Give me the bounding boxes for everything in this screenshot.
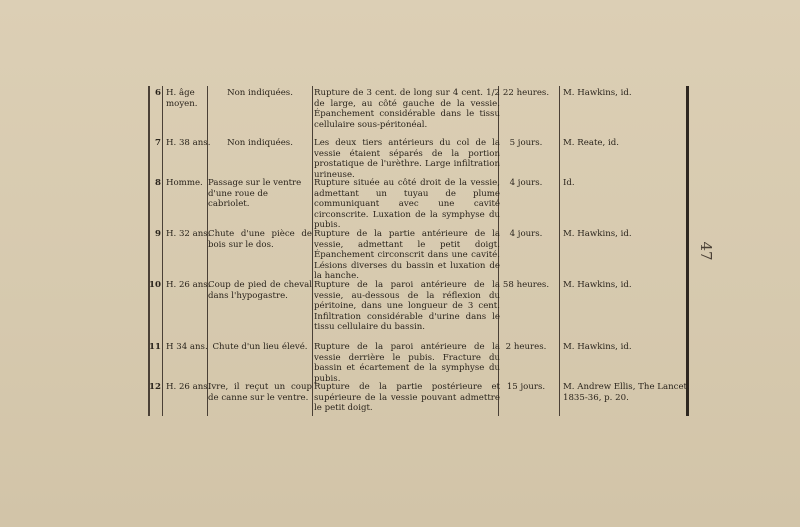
duration: 58 heures. [502, 280, 550, 290]
lesions: Rupture de 3 cent. de long sur 4 cent. 1/2 de large, au côté gauche de la vessie. Épanchement considérable dans le tissu cellulaire sous-péritonéal. [314, 88, 500, 130]
duration: 4 jours. [509, 229, 543, 239]
lesions: Rupture de la partie postérieure et supérieure de la vessie pouvant admettre le petit doigt. [314, 382, 500, 414]
cause: Chute d'une pièce de bois sur le dos. [208, 229, 312, 250]
patient: Homme. [166, 178, 203, 188]
page-number: 47 [697, 241, 715, 261]
patient: H. 32 ans. [166, 229, 211, 239]
cause: Non indiquées. [227, 138, 293, 148]
case-number: 10 [149, 280, 161, 290]
case-number: 7 [155, 138, 161, 148]
duration: 22 heures. [502, 88, 550, 98]
source: M. Hawkins, id. [563, 280, 632, 290]
lesions: Rupture de la paroi antérieure de la vessie, au-dessous de la réflexion du péritoine, dans une longueur de 3 cent. Infiltration considérable d'urine dans le tissu cellulaire du bassin. [314, 280, 500, 333]
column-rule [162, 86, 163, 416]
patient: H 34 ans. [166, 342, 208, 352]
case-number: 11 [149, 342, 161, 352]
lesions: Les deux tiers antérieurs du col de la vessie étaient séparés de la portion prostatique de l'urèthre. Large infiltration urineuse. [314, 138, 500, 180]
patient: H. 38 ans. [166, 138, 211, 148]
duration: 15 jours. [506, 382, 546, 392]
duration: 5 jours. [509, 138, 543, 148]
lesions: Rupture de la paroi antérieure de la vessie derrière le pubis. Fracture du bassin et écartement de la symphyse du pubis. [314, 342, 500, 384]
cause: Passage sur le ventre d'une roue de cabriolet. [208, 178, 302, 210]
patient: H. 26 ans. [166, 382, 211, 392]
case-number: 8 [155, 178, 161, 188]
case-number: 12 [149, 382, 161, 392]
cause: Coup de pied de cheval dans l'hypogastre. [208, 280, 312, 301]
column-rule [207, 86, 208, 416]
column-rule [312, 86, 313, 416]
patient: H. 26 ans. [166, 280, 211, 290]
lesions: Rupture située au côté droit de la vessie, admettant un tuyau de plume communiquant avec une cavité circonscrite. Luxation de la symphyse du pubis. [314, 178, 500, 231]
patient: H. âge moyen. [166, 88, 198, 109]
source: M. Hawkins, id. [563, 88, 632, 98]
column-rule [559, 86, 560, 416]
cause: Chute d'un lieu élevé. [212, 342, 308, 352]
lesions: Rupture de la partie antérieure de la vessie, admettant le petit doigt. Épanchement circonscrit dans une cavité. Lésions diverses du bassin et luxation de la hanche. [314, 229, 500, 282]
case-number: 9 [155, 229, 161, 239]
column-rule [686, 86, 689, 416]
source: M. Hawkins, id. [563, 342, 632, 352]
source: M. Andrew Ellis, The Lancet, 1835-36, p. 20. [563, 382, 690, 403]
cause: Non indiquées. [227, 88, 293, 98]
case-number: 6 [155, 88, 161, 98]
duration: 2 heures. [505, 342, 547, 352]
source: Id. [563, 178, 575, 188]
column-rule [148, 86, 150, 416]
duration: 4 jours. [509, 178, 543, 188]
source: M. Hawkins, id. [563, 229, 632, 239]
source: M. Reate, id. [563, 138, 619, 148]
cause: Ivre, il reçut un coup de canne sur le ventre. [208, 382, 312, 403]
